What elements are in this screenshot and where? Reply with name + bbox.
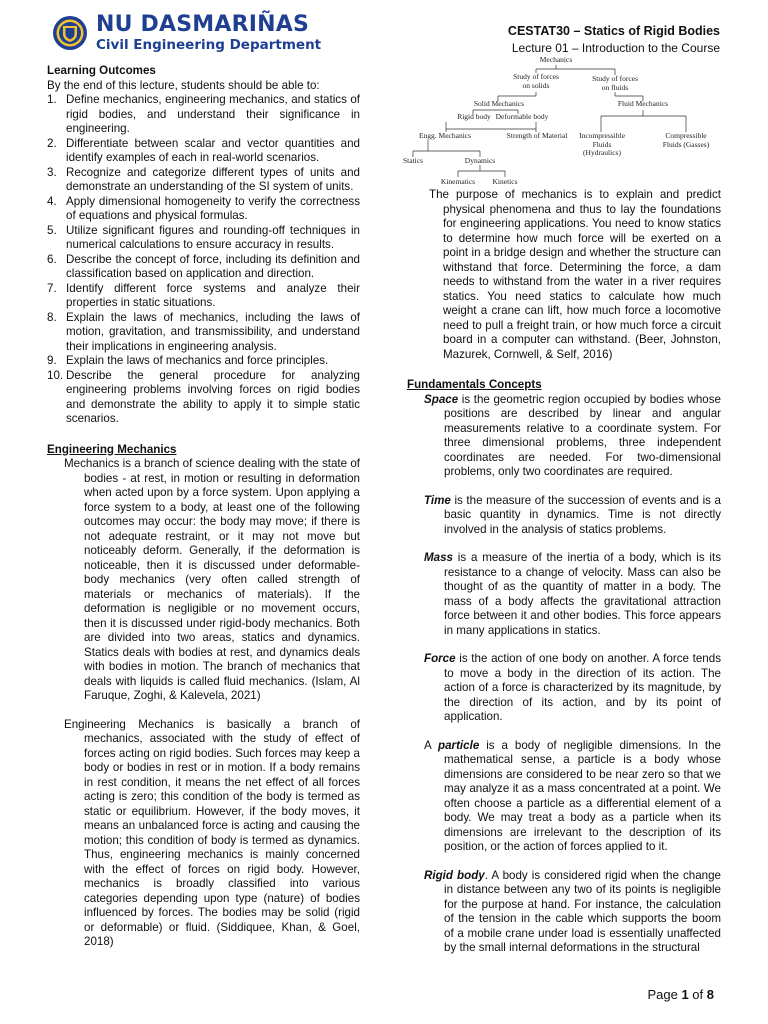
rigid-body-term: Rigid body xyxy=(424,868,485,882)
rigid-body-definition: Rigid body. A body is considered rigid when the change in distance between any two of its points is negligible for the purpose at hand. For instance, the calculation of the tension in the cable which supports the boom of a mobile crane under load is essentially unaffected by the small internal deformations in the structural xyxy=(424,868,721,954)
engineering-mechanics-paragraph-2: Engineering Mechanics is basically a branch of mechanics, associated with the study of effect of forces acting on rigid bodies. Such forces may keep a body or bodies in rest or in motion. If a body remains in rest condition, it means the net effect of all forces acting is zero; this condition of the body is termed as static or equilibrium. However, if the body moves, it means an unbalanced force is acting and causing the motion; this condition of body is termed as dynamics. Thus, engineering mechanics is mainly concerned with the effect of forces on rigid body. However, mechanics is broadly classified into various categories depending upon type (nature) of bodies influenced by forces. The bodies may be solid (rigid or deformable) or fluid. (Siddiquee, Khan, & Goel, 2018) xyxy=(64,717,360,948)
force-definition: Force is the action of one body on another. A force tends to move a body in the direction of its action. The action of a force is characterized by its magnitude, by the direction of its action, and by its point of application. xyxy=(424,652,721,723)
course-code: CESTAT30 – Statics of Rigid Bodies xyxy=(507,24,720,38)
nu-shield-logo-icon xyxy=(52,15,88,51)
mass-term: Mass xyxy=(424,551,454,564)
right-column xyxy=(407,188,721,956)
list-item: 7. Identify different force systems and analyze their properties in static situations. xyxy=(47,281,360,309)
list-item: 9. Explain the laws of mechanics and force principles. xyxy=(47,354,329,367)
particle-term: particle xyxy=(438,738,480,752)
engineering-mechanics-paragraph-1: Mechanics is a branch of science dealing with the state of bodies - at rest, in motion or resulting in deformation when acted upon by a force system. Upon applying a force system to a body, at least one of the following outcomes may occur: the body may move; if there is not adequate restraint, or it may not move but noticeably deform. Generally, if the deformation is noticeable, then it is discussed under deformable-body mechanics (very often called strength of materials or mechanics of materials). If the deformation is negligible or no movement occurs, then it is discussed under rigid-body mechanics. Both are divided into two areas, statics and dynamics. Statics deals with bodies at rest, and dynamics deals with bodies in motion. The branch of mechanics that deals with liquids is called fluid mechanics. (Islam, Al Faruque, Zoghi, & Kalevela, 2021) xyxy=(64,457,360,702)
diagram-node-kinematics: Kinematics xyxy=(440,177,476,186)
learning-outcomes-heading: Learning Outcomes xyxy=(47,64,156,77)
diagram-node-mechanics: Mechanics xyxy=(539,55,573,64)
purpose-paragraph: The purpose of mechanics is to explain and predict physical phenomena and thus to lay the foundations for engineering applications. You need to know statics to determine how much force will be exerted on a point in a bridge design and whether the structure can withstand that force. Determining the force, a dam needs to withstand from the water in a river requires statics. You need statics to calculate how much weight a crane can lift, how much force a locomotive need to pull a freight train, or how much force a circuit board in a computer can withstand. (Beer, Johnston, Mazurek, Cornwell, & Self, 2016) xyxy=(429,188,721,361)
list-item: 2. Differentiate between scalar and vector quantities and identify examples of each in real-world scenarios. xyxy=(47,136,360,164)
diagram-node-solids: Study of forces on solids xyxy=(513,72,559,90)
learning-outcomes-intro: By the end of this lecture, students should be able to: xyxy=(47,78,320,92)
diagram-node-kinetics: Kinetics xyxy=(492,177,518,186)
time-term: Time xyxy=(424,493,451,507)
diagram-node-solid-mechanics: Solid Mechanics xyxy=(473,99,525,108)
diagram-node-engg-mechanics: Engg. Mechanics xyxy=(418,131,472,140)
force-term: Force xyxy=(424,652,456,665)
diagram-node-fluid-mechanics: Fluid Mechanics xyxy=(617,99,669,108)
time-definition: Time is the measure of the succession of events and is a basic quantity in dynamics. Time is not directly involved in the analysis of statics problems. xyxy=(424,493,721,536)
list-item: 8. Explain the laws of mechanics, including the laws of motion, gravitation, and transmissibility, and understand their implications in engineering analysis. xyxy=(47,310,360,353)
list-item: 4. Apply dimensional homogeneity to verify the correctness of equations and physical formulas. xyxy=(47,194,360,222)
department-name: Civil Engineering Department xyxy=(96,37,322,53)
fundamentals-heading: Fundamentals Concepts xyxy=(407,378,542,391)
mass-definition: Mass is a measure of the inertia of a body, which is its resistance to a change of velocity. Mass can also be thought of as the quantity of matter in a body. The mass of a body affects the gravitational attraction force between it and other bodies. This force appears in many applications in statics. xyxy=(424,551,721,637)
space-definition: Space is the geometric region occupied by bodies whose positions are described by linear and angular measurements relative to a coordinate system. For three dimensional problems, three independent coordinates are needed. For two-dimensional problems, only two coordinates are required. xyxy=(424,392,721,478)
list-item: 3. Recognize and categorize different types of units and demonstrate an understanding of the SI system of units. xyxy=(47,165,360,193)
institution-name: NU DASMARIÑAS xyxy=(96,12,309,37)
diagram-node-fluids: Study of forces on fluids xyxy=(592,74,638,92)
list-item: 5. Utilize significant figures and rounding-off techniques in numerical calculations to ensure accuracy in results. xyxy=(47,223,360,251)
learning-outcomes-list xyxy=(47,93,360,427)
left-column xyxy=(47,64,360,950)
engineering-mechanics-heading: Engineering Mechanics xyxy=(47,442,177,456)
list-item: 10. Describe the general procedure for analyzing engineering problems involving forces on rigid bodies and demonstrate the ability to apply it to simple static scenarios. xyxy=(47,368,360,425)
diagram-node-statics: Statics xyxy=(403,156,423,165)
space-term: Space xyxy=(424,392,459,406)
page-number: Page 1 of 8 xyxy=(647,987,714,1002)
list-item: 1. Define mechanics, engineering mechanics, and statics of rigid bodies, and understand their significance in engineering. xyxy=(47,93,360,135)
mechanics-classification-diagram xyxy=(398,54,728,190)
diagram-node-incompressible: Incompressible Fluids (Hydraulics) xyxy=(579,131,625,157)
diagram-node-strength-of-material: Strength of Material xyxy=(506,131,568,140)
diagram-node-deformable-body: Deformable body xyxy=(495,112,549,121)
lecture-title: Lecture 01 – Introduction to the Course xyxy=(511,41,720,55)
particle-definition: A particle is a body of negligible dimensions. In the mathematical sense, a particle is a body whose dimensions are considered to be near zero so that we may analyze it as a mass concentrated at a point. We often choose a particle as a differential element of a body. We may treat a body as a particle when its dimensions are irrelevant to the description of its position, or the action of forces applied to it. xyxy=(424,738,721,853)
diagram-connectors xyxy=(398,54,728,190)
diagram-node-compressible: Compressible Fluids (Gasses) xyxy=(662,131,710,149)
diagram-node-rigid-body: Rigid body xyxy=(457,112,491,121)
list-item: 6. Describe the concept of force, including its definition and classification based on application and direction. xyxy=(47,252,360,280)
diagram-node-dynamics: Dynamics xyxy=(464,156,496,165)
